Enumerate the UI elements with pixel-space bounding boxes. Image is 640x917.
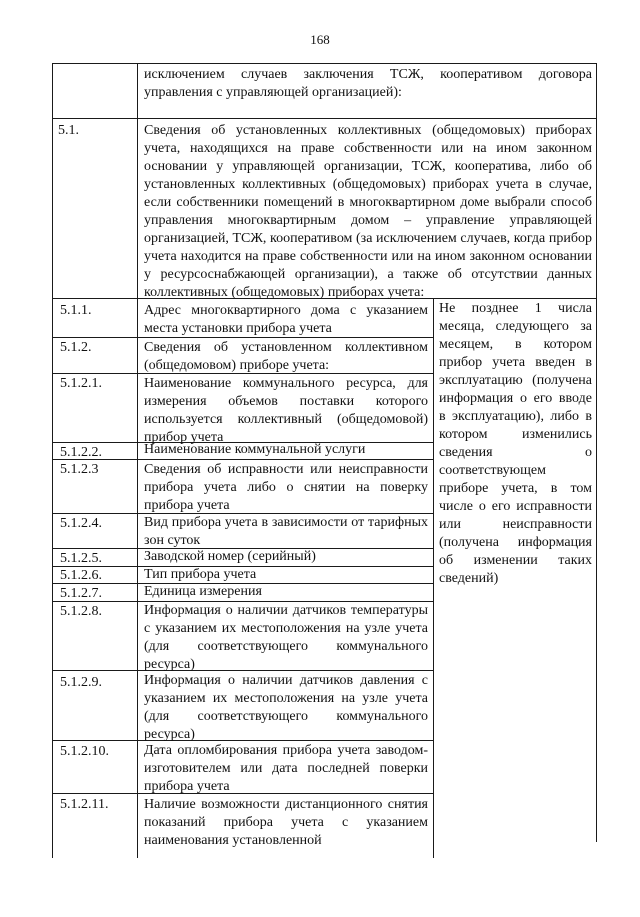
table-column-divider bbox=[137, 63, 138, 858]
deadline-cell-text: Не позднее 1 числа месяца, следующего за месяцем, в котором прибор учета введен в эксплуатацию (получена информация о его вводе в эксплуатацию), либо в котором изменились сведения о соответствующем приборе учета, в том числе о его исправности или неисправности (получена информация об изменении таких сведений) bbox=[439, 301, 592, 586]
table-cell-text: Адрес многоквартирного дома с указанием места установки прибора учета bbox=[144, 303, 428, 336]
row-number: 5.1.2.5. bbox=[60, 551, 102, 566]
table-column-divider bbox=[433, 298, 434, 858]
row-number: 5.1.2.8. bbox=[60, 604, 102, 619]
table-rule bbox=[52, 118, 597, 119]
table-cell-text: Заводской номер (серийный) bbox=[144, 549, 316, 564]
row-number: 5.1.2.3 bbox=[60, 462, 99, 477]
table-cell-text: Тип прибора учета bbox=[144, 567, 257, 582]
row-number: 5.1.2.2. bbox=[60, 445, 102, 460]
table-cell-text: Наименование коммунального ресурса, для измерения объемов поставки которого используется коллективный (общедомовой) прибор учета bbox=[144, 376, 428, 445]
row-number: 5.1.2.9. bbox=[60, 675, 102, 690]
row-number: 5.1.1. bbox=[60, 303, 92, 318]
table-cell-text: Сведения об установленных коллективных (общедомовых) приборах учета, находящихся на праве собственности или на ином законном основании у управляющей организации, ТСЖ, кооператива, либо об установленных коллективных (общедомовых) приборах учета в случае, если собственники помещений в многоквартирном доме выбрали способ управления многоквартирным домом – управление управляющей организацией, ТСЖ, кооперативом (за исключением случаев, когда прибор учета находится на праве собственности или на ином законном основании у ресурсоснабжающей организации), а также об отсутствии данных коллективных (общедомовых) приборах учета: bbox=[144, 123, 592, 300]
table-rule bbox=[52, 63, 597, 64]
table-cell-text: исключением случаев заключения ТСЖ, кооперативом договора управления с управляющей организацией): bbox=[144, 67, 592, 100]
table-cell-text: Сведения об исправности или неисправности прибора учета либо о снятии на поверку прибора учета bbox=[144, 462, 428, 513]
table-cell-text: Наличие возможности дистанционного снятия показаний прибора учета с указанием наименования установленной bbox=[144, 797, 428, 848]
row-number: 5.1.2. bbox=[60, 340, 92, 355]
table-cell-text: Наименование коммунальной услуги bbox=[144, 442, 366, 457]
table-cell-text: Дата опломбирования прибора учета заводом-изготовителем или дата последней поверки прибора учета bbox=[144, 743, 428, 794]
table-border-right bbox=[596, 298, 597, 842]
row-number: 5.1.2.10. bbox=[60, 744, 109, 759]
table-border-right bbox=[596, 63, 597, 299]
table-cell-text: Информация о наличии датчиков температуры с указанием их местоположения на узле учета (для соответствующего коммунального ресурса) bbox=[144, 603, 428, 672]
table-cell-text: Единица измерения bbox=[144, 584, 262, 599]
row-number: 5.1. bbox=[58, 123, 79, 138]
row-number: 5.1.2.7. bbox=[60, 586, 102, 601]
table-cell-text: Информация о наличии датчиков давления с указанием их местоположения на узле учета (для соответствующего коммунального ресурса) bbox=[144, 673, 428, 742]
page-number: 168 bbox=[310, 32, 330, 47]
row-number: 5.1.2.1. bbox=[60, 376, 102, 391]
row-number: 5.1.2.6. bbox=[60, 568, 102, 583]
row-number: 5.1.2.4. bbox=[60, 516, 102, 531]
table-cell-text: Вид прибора учета в зависимости от тарифных зон суток bbox=[144, 515, 428, 548]
table-cell-text: Сведения об установленном коллективном (общедомовом) приборе учета: bbox=[144, 340, 428, 373]
row-number: 5.1.2.11. bbox=[60, 797, 109, 812]
table-border-left bbox=[52, 63, 53, 858]
